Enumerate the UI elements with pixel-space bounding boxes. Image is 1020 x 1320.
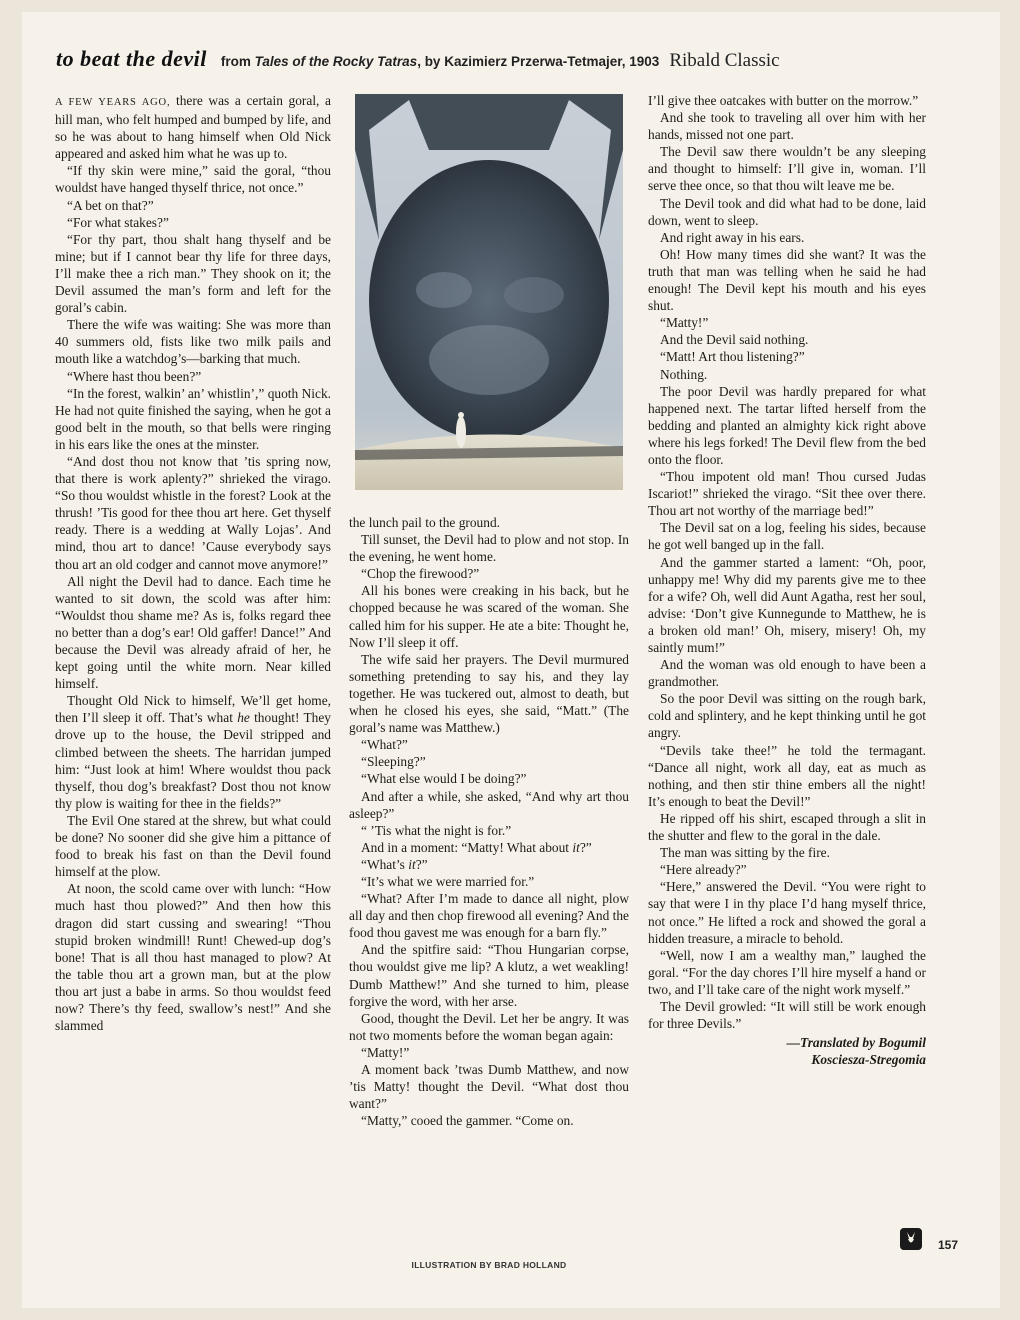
- paragraph: Till sunset, the Devil had to plow and not stop. In the evening, he went home.: [349, 532, 629, 565]
- translator-line: —Translated by Bogumil: [786, 1035, 926, 1051]
- paragraph: “What?”: [361, 737, 408, 753]
- paragraph: “Sleeping?”: [361, 754, 426, 770]
- illustration: [349, 90, 629, 495]
- paragraph: And right away in his ears.: [660, 229, 805, 245]
- paragraph-text: ?”: [415, 856, 428, 872]
- paragraph: A moment back ’twas Dumb Matthew, and now ’tis Matty! thought the Devil. “What dost thou want?”: [349, 1062, 629, 1112]
- paragraph: Good, thought the Devil. Let her be angry. It was not two moments before the woman began again:: [349, 1010, 629, 1043]
- translator-line: Kosciesza-Stregomia: [811, 1052, 926, 1068]
- paragraph: The Devil growled: “It will still be work enough for three Devils.”: [648, 998, 926, 1032]
- paragraph: “Matty,” cooed the gammer. “Come on.: [361, 1113, 574, 1129]
- lead-in: A FEW YEARS AGO,: [55, 97, 171, 108]
- paragraph: He ripped off his shirt, escaped through a slit in the shutter and flew to the goral in the dale.: [648, 810, 926, 844]
- paragraph: “Matty!”: [361, 1044, 410, 1060]
- paragraph: And the woman was old enough to have been a grandmother.: [648, 657, 926, 690]
- paragraph: I’ll give thee oatcakes with butter on the morrow.”: [648, 93, 919, 108]
- rabbit-head-logo-icon: [900, 1228, 922, 1250]
- paragraph-text: thought! They drove up to the house, the Devil stripped and climbed between the sheets. The harridan jumped him: “Just look at him! Where wouldst thou pack thyself, thou dog’s breakfast? Dost thou not know thy plow is waiting for thee in the fields?”: [55, 710, 332, 811]
- paragraph: “If thy skin were mine,” said the goral, “thou wouldst have hanged thyself thrice, not once.”: [55, 163, 331, 196]
- paragraph-text: ?”: [579, 839, 592, 855]
- page-number: 157: [938, 1238, 959, 1252]
- paragraph: The poor Devil was hardly prepared for what happened next. The tartar lifted herself from the bedding and planted an almighty kick right above where his legs forked! The Devil flew from the bed onto the floor.: [648, 383, 926, 467]
- from-label: from: [220, 54, 251, 69]
- paragraph: The Evil One stared at the shrew, but what could be done? No sooner did she give him a pittance of food to break his fast on than the Devil found himself at the plow.: [55, 812, 331, 880]
- paragraph: All his bones were creaking in his back, but he chopped because he was scared of the woman. She called him for his supper. He ate a bite: Thought he, Now I’ll sleep it off.: [349, 583, 629, 650]
- section-label: Ribald Classic: [669, 50, 780, 71]
- paragraph-text: there was a certain goral, a hill man, who felt humped and bumped by life, and so he was about to hang himself when Old Nick appeared and asked him what he was up to.: [55, 93, 331, 162]
- devil-face: [369, 160, 609, 440]
- ground: [355, 434, 623, 490]
- paragraph: “Devils take thee!” he told the termagant. “Dance all night, work all day, eat as much as nothing, and then stir thine embers all the night! It’s enough to beat the Devil!”: [648, 742, 926, 809]
- emphasis: he: [237, 710, 250, 726]
- devil-eye: [416, 272, 472, 308]
- paragraph: And after a while, she asked, “And why art thou asleep?”: [349, 788, 629, 821]
- paragraph-text: “What’s: [361, 856, 409, 872]
- paragraph: “What else would I be doing?”: [361, 771, 527, 787]
- paragraph: [55, 92, 331, 162]
- paragraph: [349, 839, 629, 856]
- text-column-3: [648, 92, 926, 1068]
- book-title: Tales of the Rocky Tatras: [254, 54, 418, 69]
- paragraph: The Devil saw there wouldn’t be any sleeping and thought to himself: I’ll give in, woman. I’ll serve thee once, so that thou wilt leave me be.: [648, 144, 926, 194]
- paragraph: “Well, now I am a wealthy man,” laughed the goral. “For the day chores I’ll hire myself a hand or two, and I’ll take care of the night work myself.”: [648, 947, 926, 997]
- paragraph: All night the Devil had to dance. Each time he wanted to sit down, the scold was after him: “Wouldst thou shame me? As is, folks regard thee no better than a dog’s ear! Old gaffer! Dance!” And because the Devil was already afraid of her, he kept going until the white morn. Near killed himself.: [55, 573, 332, 692]
- paragraph: And the spitfire said: “Thou Hungarian corpse, thou wouldst give me lip? A klutz, a wet weakling! Dumb Matthew!” And she turned to him, please forgive the word, with her arse.: [349, 942, 629, 1009]
- text-column-1: [55, 92, 331, 1034]
- paragraph: “What? After I’m made to dance all night, plow all day and then chop firewood all evening? And the food thou gavest me was enough for a barn fly.”: [349, 891, 629, 941]
- article-source: [221, 54, 659, 69]
- paragraph: “A bet on that?”: [67, 197, 154, 213]
- paragraph: “ ’Tis what the night is for.”: [361, 822, 512, 838]
- paragraph: The wife said her prayers. The Devil murmured something pretending to say his, and they lay together. He was tuckered out, almost to death, but when he closed his eyes, she said, “Matt.” (The goral’s name was Matthew.): [349, 651, 629, 736]
- illustration-credit: ILLUSTRATION BY BRAD HOLLAND: [411, 1260, 567, 1270]
- paragraph: “Here,” answered the Devil. “You were right to say that were I in thy place I’d hang myself thrice, not once.” He lifted a rock and showed the goral a hidden treasure, a miracle to behold.: [648, 879, 926, 946]
- paragraph: The Devil took and did what had to be done, laid down, went to sleep.: [648, 195, 926, 228]
- paragraph: At noon, the scold came over with lunch: “How much hast thou plowed?” And then how this dragon did start cussing and swearing! “Thou stupid broken windmill! Runt! Chewed-up dog’s bone! That is all thou hast managed to plow? At the table thou art a grown man, but at the plow thou art just a babe in arms. So thou wouldst feed now? There’s thy feed, swallow’s nest!” And she slammed: [55, 881, 331, 1034]
- tiny-figure: [456, 416, 466, 448]
- paragraph: “For thy part, thou shalt hang thyself and be mine; but if I cannot bear thy life for three days, I’ll make thee a rich man.” They shook on it; the Devil assumed the man’s form and left for the goral’s cabin.: [55, 231, 331, 316]
- article-header: [56, 46, 936, 72]
- translator-credit: [648, 1034, 926, 1068]
- paragraph-text: Thought Old Nick to himself, We’ll get home, then I’ll sleep it off. That’s what: [55, 693, 331, 726]
- paragraph: There the wife was waiting: She was more than 40 summers old, fists like two milk pails and mouth like a watchdog’s—barking that much.: [55, 317, 331, 367]
- paragraph: [349, 856, 629, 873]
- paragraph: So the poor Devil was sitting on the rough bark, cold and splintery, and he kept thinking until he got angry.: [648, 691, 926, 741]
- paragraph-text: And in a moment: “Matty! What about: [361, 839, 573, 855]
- paragraph: the lunch pail to the ground.: [349, 515, 500, 530]
- paragraph: The Devil sat on a log, feeling his sides, because he got well banged up in the fall.: [648, 520, 926, 553]
- paragraph: [55, 692, 331, 812]
- paragraph: Nothing.: [660, 366, 708, 382]
- paragraph: “Thou impotent old man! Thou cursed Judas Iscariot!” shrieked the virago. “Sit thee over there. Thou art not worthy of the marriage bed!”: [648, 469, 926, 519]
- paragraph: And the Devil said nothing.: [660, 332, 809, 348]
- paragraph: “And dost thou not know that ’tis spring now, that there is work aplenty?” shrieked the virago. “So thou wouldst whistle in the forest? Look at the thrush! ’Tis good for thee thou art here. Get thyself ready. There is a wedding at Wally Lojas’. And mind, thou art to dance! ’Cause everybody says thou art an old codger and cannot move anymore!”: [55, 453, 331, 572]
- devil-eye: [504, 277, 564, 313]
- tiny-figure-head: [458, 412, 464, 418]
- paragraph: And the gammer started a lament: “Oh, poor, unhappy me! Why did my parents give me to thee for a wife? Oh, well did Aunt Agatha, rest her soul, advise: ‘Don’t give Kunnegunde to Matthew, he is a broken old man!’ Oh, misery, misery! Oh, my saintly mum!”: [648, 554, 926, 655]
- paragraph: The man was sitting by the fire.: [660, 845, 830, 861]
- paragraph: “In the forest, walkin’ an’ whistlin’,” quoth Nick. He had not quite finished the saying, when he got a good belt in the mouth, so that bells were ringing in his ears like the ones at the minster.: [55, 385, 331, 452]
- paragraph: “Here already?”: [660, 862, 747, 878]
- article-title: to beat the devil: [56, 46, 207, 71]
- text-column-2: [349, 514, 629, 1129]
- paragraph: Oh! How many times did she want? It was the truth that man was telling when he said he had enough! The Devil kept his mouth and his eyes shut.: [648, 246, 926, 314]
- paragraph: “Matt! Art thou listening?”: [660, 349, 805, 365]
- paragraph: And she took to traveling all over him with her hands, missed not one part.: [648, 110, 926, 143]
- paragraph: “Matty!”: [660, 315, 709, 331]
- paragraph: “It’s what we were married for.”: [361, 873, 535, 889]
- devil-mouth: [429, 325, 549, 395]
- emphasis: it: [572, 839, 580, 855]
- author-credit: , by Kazimierz Przerwa-Tetmajer, 1903: [417, 54, 660, 69]
- paragraph: “For what stakes?”: [67, 214, 169, 230]
- paragraph: “Where hast thou been?”: [67, 368, 202, 384]
- emphasis: it: [408, 856, 416, 872]
- paragraph: “Chop the firewood?”: [361, 566, 480, 582]
